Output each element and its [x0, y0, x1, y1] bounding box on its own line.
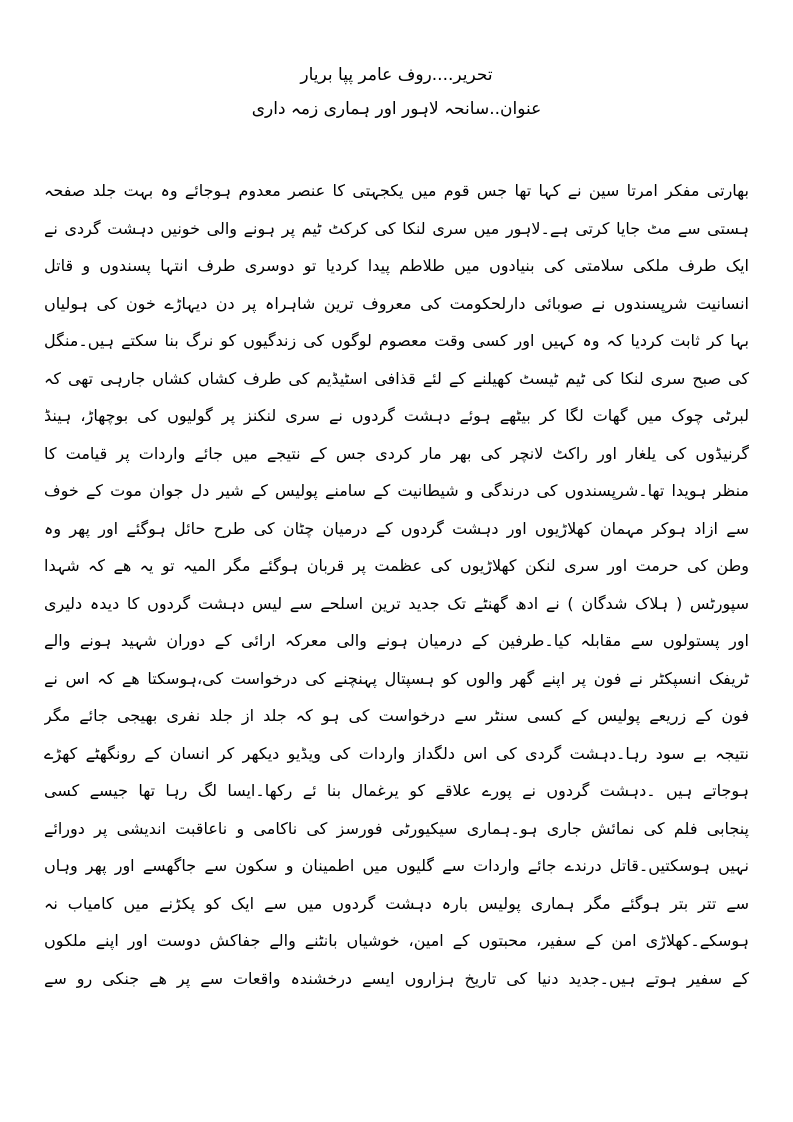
body-line: وطن کی حرمت اور سری لنکن کھلاڑیوں کی عظمت پر قربان ہوگئے مگر المیہ تو یہ ھے کہ شہدا [44, 556, 749, 575]
body-line: منظر ہویدا تھا۔شرپسندوں کی درندگی و شیطانیت کے سامنے پولیس کے شیر دل جوان موت کے خوف [44, 481, 749, 500]
body-line: فون کے زریعے پولیس کے کسی سنٹر سے درخواست کی ہو کہ جلد از جلد نفری بھیجی جائے مگر [44, 706, 749, 725]
article-body [44, 172, 749, 997]
body-line: کی صبح سری لنکا کی ٹیم ٹیسٹ کھیلنے کے لئے قذافی اسٹیڈیم کی طرف کشاں کشاں جارہی تھی کہ [44, 368, 749, 388]
body-line: اور پستولوں سے مقابلہ کیا۔طرفین کے درمیان ہونے والی معرکہ ارائی کے دوران شہید ہونے والے [44, 631, 749, 650]
body-line: ہوجاتے ہیں ۔دہشت گردوں نے پورے علاقے کو یرغمال بنا ئے رکھا۔ایسا لگ رہا تھا جیسے کسی [44, 781, 749, 800]
body-line: بھارتی مفکر امرتا سین نے کہا تھا جس قوم میں یکجہتی کا عنصر معدوم ہوجائے وہ بہت جلد صفحہ [44, 181, 749, 200]
body-line: انسانیت شرپسندوں نے صوبائی دارلحکومت کی معروف ترین شاہراہ پر دن دیہاڑے خون کی ہولیاں [44, 293, 749, 313]
body-line: لبرٹی چوک میں گھات لگا کر بیٹھے ہوئے دہشت گردوں نے سری لنکنز پر گولیوں کی بوچھاڑ، ہینڈ [44, 406, 749, 425]
author-line: تحریر....روف عامر پپا بریار [300, 65, 493, 85]
body-line: سے تتر بتر ہوگئے مگر ہماری پولیس بارہ دہشت گردوں میں سے ایک کو پکڑنے میں کامیاب نہ [44, 893, 749, 913]
body-line: بہا کر ثابت کردیا کہ وہ کہیں اور کسی وقت معصوم لوگوں کی زندگیوں کو نرگ بنا سکتے ہیں۔منگل [44, 331, 749, 350]
body-line: ایک طرف ملکی سلامتی کی بنیادوں میں طلاطم پیدا کردیا تو دوسری طرف انتہا پسندوں و قاتل [44, 256, 749, 275]
body-line: ہوسکے۔کھلاڑی امن کے سفیر، محبتوں کے امین، خوشیاں بانٹنے والے جفاکش دوست اور اپنے ملکوں [44, 931, 749, 950]
document-header [0, 58, 793, 126]
body-line: نتیجہ بے سود رہا۔دہشت گردی کی اس دلگداز واردات کی ویڈیو دیکھر کر انسان کے رونگھٹے کھڑے [44, 743, 749, 763]
title-line: عنوان..سانحہ لاہور اور ہماری زمہ داری [251, 99, 542, 119]
body-line: پنجابی فلم کی نمائش جاری ہو۔ہماری سیکیورٹی فورسز کی ناکامی و ناعاقبت اندیشی پر دورائے [44, 818, 749, 838]
body-line: ٹریفک انسپکٹر نے فون پر اپنے گھر والوں کو ہسپتال پہنچنے کی درخواست کی،ہوسکتا ھے کہ اس نے [44, 668, 749, 688]
body-line: ہستی سے مٹ جایا کرتی ہے۔لاہور میں سری لنکا کی کرکٹ ٹیم پر ہونے والی خونیں دہشت گردی نے [44, 218, 749, 238]
body-line: سے ازاد ہوکر مہمان کھلاڑیوں اور دہشت گردوں کے درمیان چٹان کی طرح حائل ہوگئے اور پھر وہ [44, 518, 749, 538]
body-line: سپورٹس ( ہلاک شدگان ) نے ادھ گھنٹے تک جدید ترین اسلحے سے لیس دہشت گردوں کا دیدہ دلیری [44, 593, 749, 613]
body-line: کے سفیر ہوتے ہیں۔جدید دنیا کی تاریخ ہزاروں ایسے درخشندہ واقعات سے پر ھے جنکی رو سے [44, 968, 749, 988]
body-line: نہیں ہوسکتیں۔قاتل درندے جائے واردات سے گلیوں میں اطمینان و سکون سے جاگھسے اور پھر وہاں [44, 856, 749, 875]
body-line: گرنیڈوں کی یلغار اور راکٹ لانچر کی بھر مار کردی جس کے نتیجے میں جائے واردات پر قیامت کا [44, 443, 749, 463]
